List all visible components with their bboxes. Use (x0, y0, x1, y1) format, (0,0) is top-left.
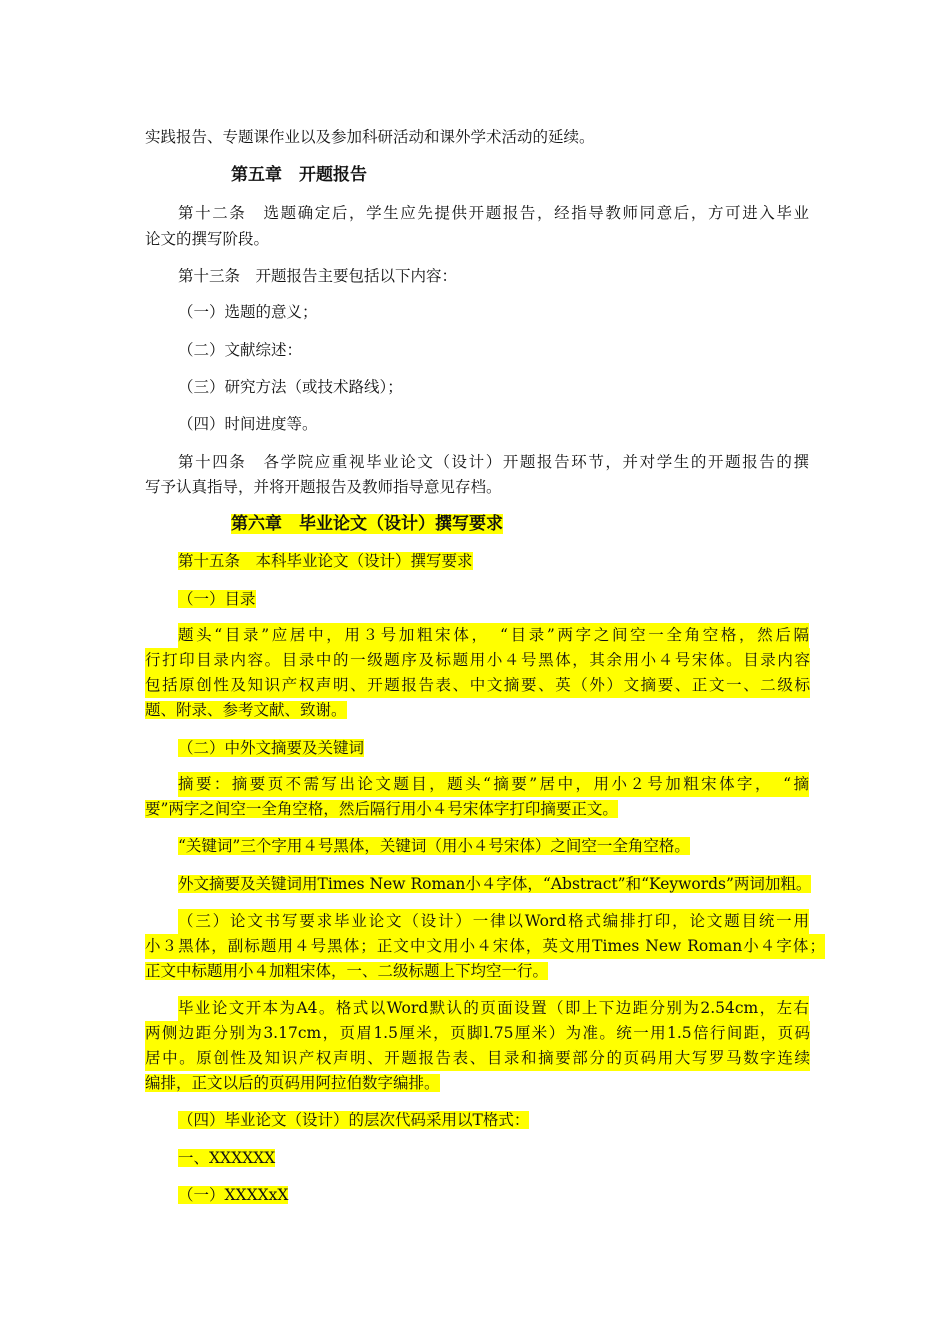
chapter-5-heading: 第五章 开题报告 (231, 165, 367, 185)
writing-requirements-line-3: 正文中标题用小４加粗宋体，一、二级标题上下均空一行。 (145, 962, 549, 980)
abstract-paragraph-line-1: 摘要：摘要页不需写出论文题目，题头“摘要”居中，用小２号加粗宋体字， “摘 (178, 772, 809, 797)
hierarchy-level-1-example: 一、XXXXXX (178, 1149, 276, 1167)
toc-paragraph-line-4: 题、附录、参考文献、致谢。 (145, 701, 347, 719)
list-item-3: （三）研究方法（或技术路线）； (178, 378, 403, 396)
article-15: 第十五条 本科毕业论文（设计）撰写要求 (178, 552, 473, 570)
list-item-1: （一）选题的意义； (178, 303, 318, 321)
page-setup-line-3: 居中。原创性及知识产权声明、开题报告表、目录和摘要部分的页码用大写罗马数字连续 (145, 1046, 810, 1071)
writing-requirements-line-1: （三）论文书写要求毕业论文（设计）一律以Word格式编排打印，论文题目统一用 (178, 909, 809, 934)
hierarchy-level-2-example: （一）XXXXxX (178, 1186, 289, 1204)
abstract-paragraph-line-2: 要”两字之间空一全角空格，然后隔行用小４号宋体字打印摘要正文。 (145, 800, 618, 818)
keywords-paragraph: “关键词”三个字用４号黑体，关键词（用小４号宋体）之间空一全角空格。 (178, 837, 690, 855)
page-setup-line-4: 编排，正文以后的页码用阿拉伯数字编排。 (145, 1074, 440, 1092)
section-abstract-heading: （二）中外文摘要及关键词 (178, 739, 365, 757)
section-hierarchy-heading: （四）毕业论文（设计）的层次代码采用以T格式： (178, 1111, 530, 1129)
article-13: 第十三条 开题报告主要包括以下内容： (178, 267, 458, 285)
list-item-4: （四）时间进度等。 (178, 415, 318, 433)
page-setup-line-2: 两侧边距分别为3.17cm，页眉1.5厘米，页脚l.75厘米）为准。统一用1.5倍行间距，页码 (145, 1021, 810, 1046)
foreign-abstract-paragraph: 外文摘要及关键词用Times New Roman小４字体，“Abstract”和“Keywords”两词加粗。 (178, 875, 812, 893)
writing-requirements-line-2: 小３黑体，副标题用４号黑体；正文中文用小４宋体，英文用Times New Roman小４字体； (145, 934, 825, 959)
article-12-line-2: 论文的撰写阶段。 (145, 230, 270, 248)
page-setup-line-1: 毕业论文开本为A4。格式以Word默认的页面设置（即上下边距分别为2.54cm，左右 (178, 996, 809, 1021)
section-toc-heading: （一）目录 (178, 590, 256, 608)
toc-paragraph-line-1: 题头“目录”应居中，用３号加粗宋体， “目录”两字之间空一全角空格，然后隔 (178, 623, 809, 648)
chapter-6-heading: 第六章 毕业论文（设计）撰写要求 (231, 514, 503, 534)
toc-paragraph-line-2: 行打印目录内容。目录中的一级题序及标题用小４号黑体，其余用小４号宋体。目录内容 (145, 648, 810, 673)
toc-paragraph-line-3: 包括原创性及知识产权声明、开题报告表、中文摘要、英（外）文摘要、正文一、二级标 (145, 673, 810, 698)
article-14-line-1: 第十四条 各学院应重视毕业论文（设计）开题报告环节，并对学生的开题报告的撰 (178, 453, 809, 471)
article-14-line-2: 写予认真指导，并将开题报告及教师指导意见存档。 (145, 478, 502, 496)
article-12-line-1: 第十二条 选题确定后，学生应先提供开题报告，经指导教师同意后，方可进入毕业 (178, 204, 809, 222)
list-item-2: （二）文献综述： (178, 341, 303, 359)
paragraph-line: 实践报告、专题课作业以及参加科研活动和课外学术活动的延续。 (145, 128, 595, 146)
